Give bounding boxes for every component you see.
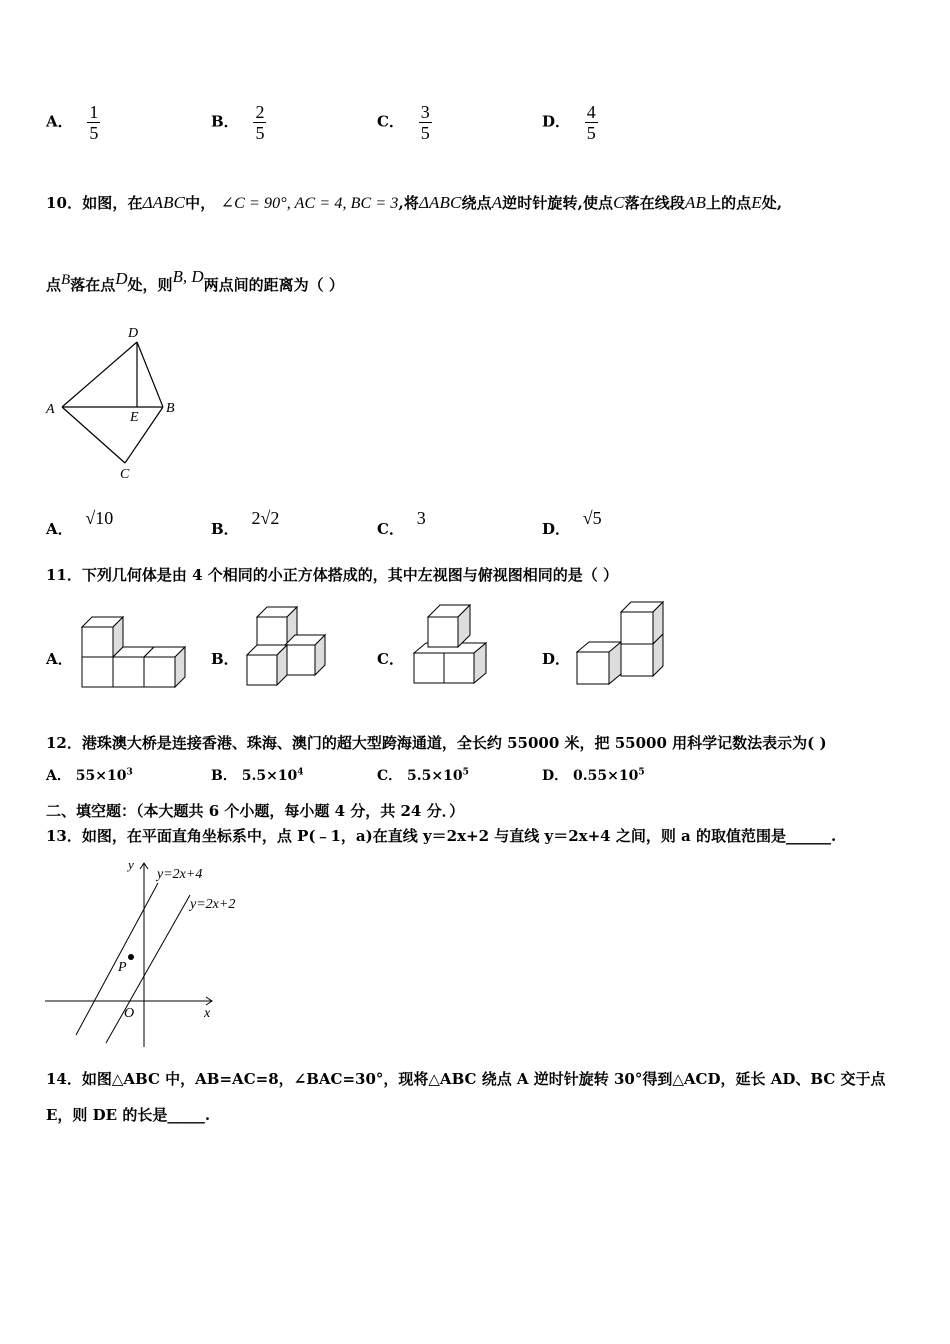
q14-line-2: E，则 DE 的长是_____. <box>46 1106 211 1124</box>
q13-question: 13．如图，在平面直角坐标系中，点 P(﹣1，a)在直线 y＝2x+2 与直线 y＝2x+4 之间，则 a 的取值范围是______. <box>46 827 837 845</box>
label-line-2: y=2x+2 <box>190 897 236 912</box>
q11-figure-c <box>412 603 497 685</box>
q9-option-c-fraction: $\frac{3}{5}$ <box>420 102 430 143</box>
q9-option-d <box>542 102 598 143</box>
segment-db <box>137 342 163 407</box>
section-2-heading: 二、填空题：（本大题共 6 个小题，每小题 4 分，共 24 分．） <box>46 802 465 820</box>
label-a: A <box>46 402 55 417</box>
q12-option-a: A． $55\times 10^3$ <box>46 767 133 784</box>
q10-option-d-value: √5 <box>582 508 602 528</box>
q10-option-b-value: 2√2 <box>251 508 280 528</box>
q9-option-c-label: C． <box>377 112 404 131</box>
q10-option-d: D． √5 <box>542 508 602 538</box>
q9-option-d-fraction: $\frac{4}{5}$ <box>586 102 596 143</box>
q9-option-a <box>46 102 100 143</box>
label-p: P <box>118 960 127 975</box>
q11-option-b-label: B． <box>211 650 239 668</box>
label-e: E <box>130 410 139 425</box>
q11-option-c-label: C． <box>377 650 404 668</box>
q12-option-d: D． $0.55\times 10^5$ <box>542 767 645 784</box>
segment-ac <box>62 407 125 463</box>
q11-figure-b <box>245 605 335 687</box>
q9-option-c <box>377 102 432 143</box>
q10-option-a: A． √10 <box>46 508 114 538</box>
q9-option-a-fraction: $\frac{1}{5}$ <box>89 102 99 143</box>
q11-option-a-label: A． <box>46 650 73 668</box>
q9-option-b-fraction: $\frac{2}{5}$ <box>255 102 265 143</box>
q10-line-1: 10．如图，在ΔABC中， ∠C = 90°, AC = 4, BC = 3,将ΔABC绕点A逆时针旋转,使点C落在线段AB上的点E处, <box>46 193 783 212</box>
q13-figure <box>40 855 255 1050</box>
line-y-2x-4 <box>76 883 158 1035</box>
q9-option-d-label: D． <box>542 112 571 131</box>
q10-line-2: 点B落在点D处，则B, D两点间的距离为（ ） <box>46 267 344 294</box>
point-p <box>128 954 134 960</box>
q12-question: 12．港珠澳大桥是连接香港、珠海、澳门的超大型跨海通道，全长约 55000 米，把 55000 用科学记数法表示为( ) <box>46 734 827 752</box>
q11-figure-a <box>80 615 200 690</box>
label-b: B <box>166 401 175 416</box>
label-origin: O <box>124 1006 135 1021</box>
q12-option-b: B． $5.5\times 10^4$ <box>211 767 304 784</box>
segment-ad <box>62 342 137 407</box>
q10-option-a-value: √10 <box>85 508 114 528</box>
q10-option-b: B． 2√2 <box>211 508 280 538</box>
q12-option-c: C． $5.5\times 10^5$ <box>377 767 469 784</box>
q10-option-c: C． 3 <box>377 508 426 538</box>
q14-line-1: 14．如图△ABC 中，AB=AC=8，∠BAC=30°，现将△ABC 绕点 A 逆时针旋转 30°得到△ACD，延长 AD、BC 交于点 <box>46 1070 886 1088</box>
label-c: C <box>120 467 130 482</box>
q9-option-b <box>211 102 266 143</box>
q11-question: 11．下列几何体是由 4 个相同的小正方体搭成的，其中左视图与俯视图相同的是（ ） <box>46 566 618 584</box>
label-d: D <box>128 326 139 341</box>
q9-option-a-label: A． <box>46 112 73 131</box>
q11-figure-d <box>575 600 675 688</box>
q11-option-d-label: D． <box>542 650 571 668</box>
label-y-axis: y <box>128 857 134 872</box>
q9-option-b-label: B． <box>211 112 239 131</box>
q10-figure <box>40 320 200 485</box>
label-x-axis: x <box>204 1006 211 1021</box>
label-line-1: y=2x+4 <box>157 867 203 882</box>
q10-option-c-value: 3 <box>416 508 426 528</box>
